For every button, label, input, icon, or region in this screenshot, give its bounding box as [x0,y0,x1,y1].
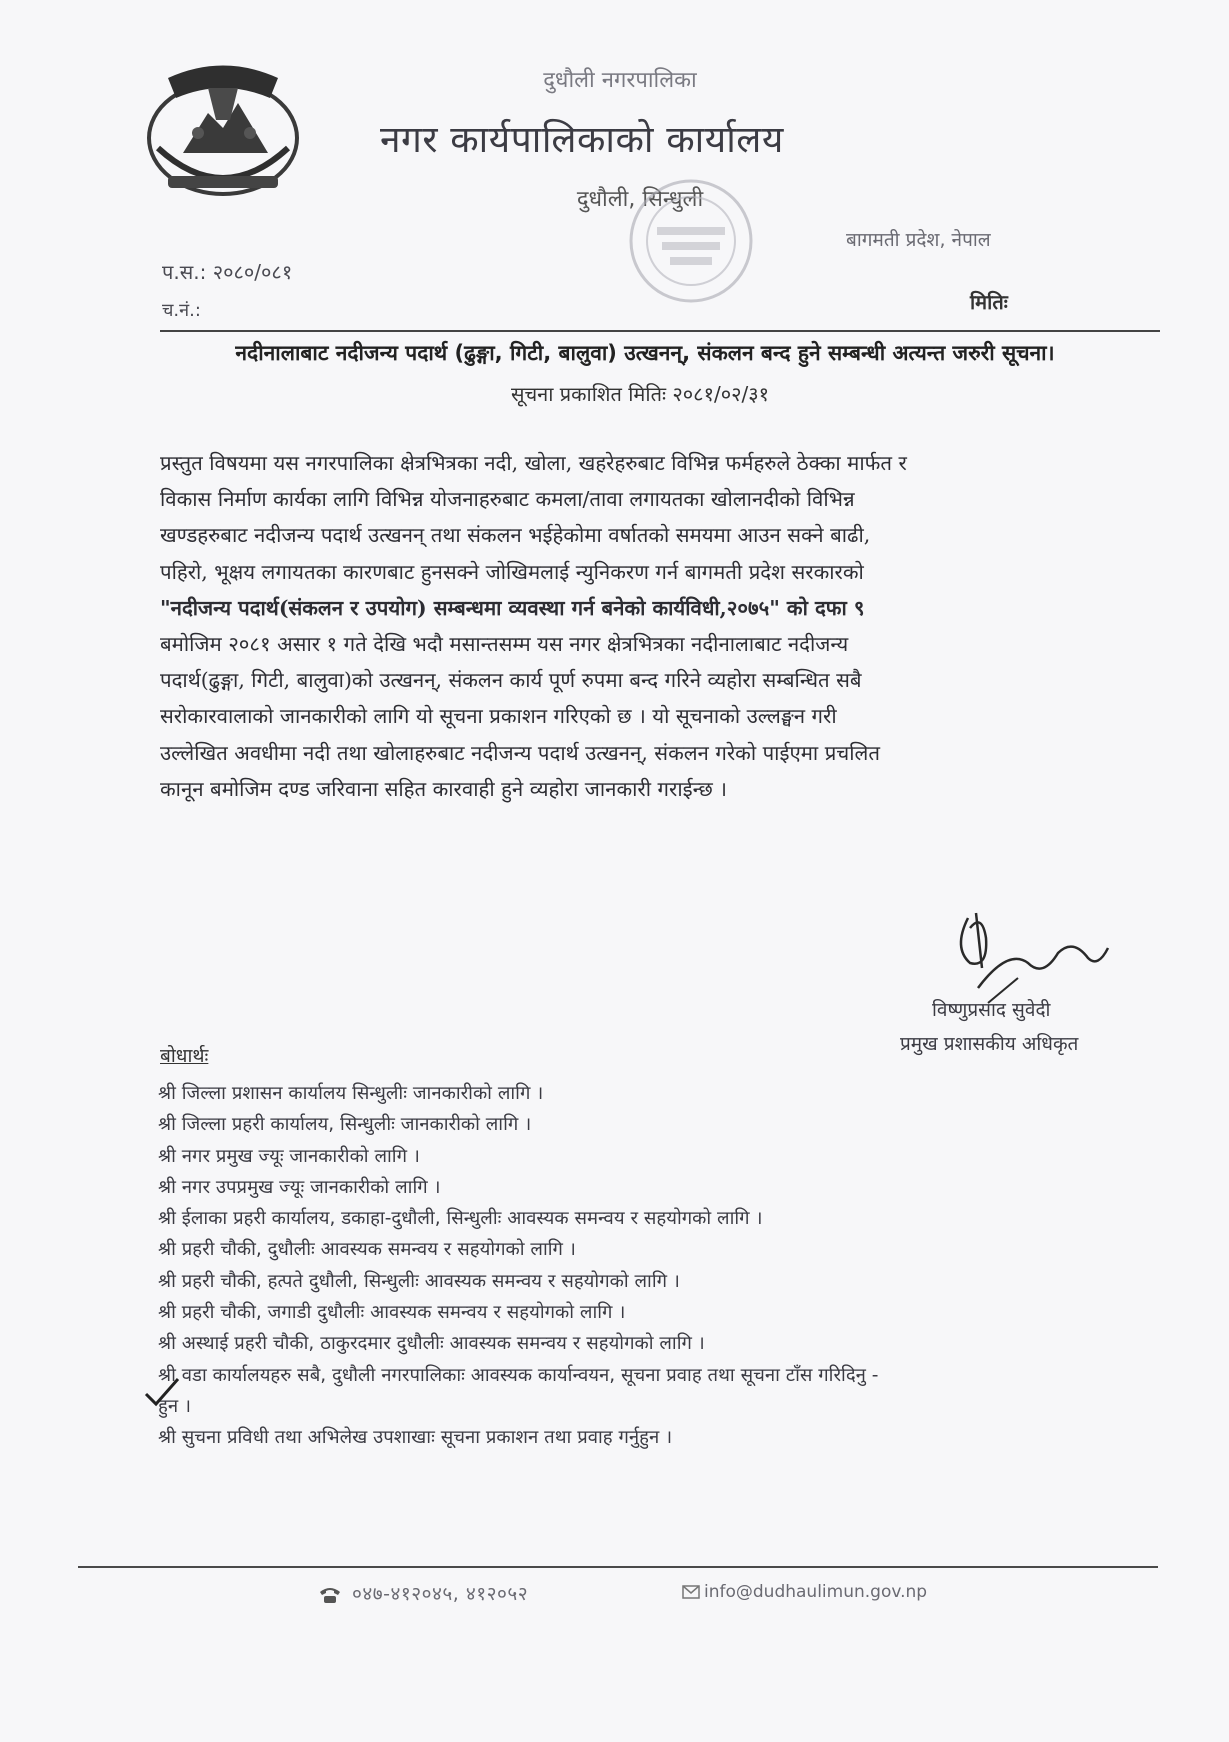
signature-mark [948,908,1118,1008]
reference-number: प.स.: २०८०/०८१ [162,260,293,284]
cc-list [158,1078,1168,1454]
body-line: प्रस्तुत विषयमा यस नगरपालिका क्षेत्रभित्रका नदी, खोला, खहरेहरुबाट विभिन्न फर्महरुले ठेक्का मार्फत र [160,451,907,475]
footer-email [682,1582,927,1602]
footer-divider [78,1566,1158,1568]
cc-item: श्री जिल्ला प्रहरी कार्यालय, सिन्धुलीः जानकारीको लागि । [158,1114,532,1136]
signatory-title: प्रमुख प्रशासकीय अधिकृत [900,1033,1079,1055]
cc-item: श्री नगर उपप्रमुख ज्यूः जानकारीको लागि । [158,1176,441,1198]
office-stamp-icon [622,172,760,310]
telephone-icon [318,1586,342,1604]
header-divider [160,330,1160,332]
body-line: कानून बमोजिम दण्ड जरिवाना सहित कारवाही हुने व्यहोरा जानकारी गराईन्छ । [160,776,727,801]
phone-number: ०४७-४१२०४५, ४१२०५२ [352,1583,529,1605]
body-line: सरोकारवालाको जानकारीको लागि यो सूचना प्रकाशन गरिएको छ । यो सूचनाको उल्लङ्घन गरी [160,704,837,729]
body-line: पदार्थ(ढुङ्गा, गिटी, बालुवा)को उत्खनन्, संकलन कार्य पूर्ण रुपमा बन्द गरिने व्यहोरा सम्बन्धित सबै [160,668,862,693]
body-line: उल्लेखित अवधीमा नदी तथा खोलाहरुबाट नदीजन्य पदार्थ उत्खनन्, संकलन गरेको पाईएमा प्रचलित [160,740,880,765]
cc-item: श्री नगर प्रमुख ज्यूः जानकारीको लागि । [158,1145,420,1167]
office-title: नगर कार्यपालिकाको कार्यालय [380,118,784,161]
province-text: बागमती प्रदेश, नेपाल [846,229,991,251]
check-mark-icon [142,1376,182,1408]
dispatch-number: च.नं.: [162,300,201,321]
cc-item: श्री ईलाका प्रहरी कार्यालय, डकाहा-दुधौली, सिन्धुलीः आवस्यक समन्वय र सहयोगको लागि । [158,1208,763,1230]
published-date: सूचना प्रकाशित मितिः २०८१/०२/३१ [510,382,770,406]
nepal-emblem-icon [138,58,308,206]
cc-heading: बोधार्थः [160,1045,209,1067]
cc-item: श्री प्रहरी चौकी, हत्पते दुधौली, सिन्धुलीः आवस्यक समन्वय र सहयोगको लागि । [158,1270,680,1292]
notice-body [160,445,1165,807]
cc-item: श्री अस्थाई प्रहरी चौकी, ठाकुरदमार दुधौलीः आवस्यक समन्वय र सहयोगको लागि । [158,1333,705,1355]
municipality-name: दुधौली नगरपालिका [543,68,697,93]
body-line: "नदीजन्य पदार्थ(संकलन र उपयोग) सम्बन्धमा व्यवस्था गर्न बनेको कार्यविधी,२०७५" को दफा ९ [160,595,865,620]
body-line: विकास निर्माण कार्यका लागि विभिन्न योजनाहरुबाट कमला/तावा लगायतका खोलानदीको विभिन्न [160,487,855,512]
footer-phone [318,1580,528,1606]
signatory-name: विष्णुप्रसाद सुवेदी [932,999,1051,1021]
cc-item: श्री प्रहरी चौकी, दुधौलीः आवस्यक समन्वय र सहयोगको लागि । [158,1239,576,1261]
body-line: खण्डहरुबाट नदीजन्य पदार्थ उत्खनन् तथा संकलन भईहेकोमा वर्षातको समयमा आउन सक्ने बाढी, [160,523,871,548]
date-label: मितिः [970,290,1008,314]
cc-item: श्री प्रहरी चौकी, जगाडी दुधौलीः आवस्यक समन्वय र सहयोगको लागि । [158,1302,626,1324]
cc-item: श्री जिल्ला प्रशासन कार्यालय सिन्धुलीः जानकारीको लागि । [158,1083,544,1104]
email-icon [682,1585,700,1599]
cc-item: श्री सुचना प्रविधी तथा अभिलेख उपशाखाः सूचना प्रकाशन तथा प्रवाह गर्नुहुन । [158,1427,673,1449]
cc-item: हुन । [158,1395,191,1417]
body-line: बमोजिम २०८१ असार १ गते देखि भदौ मसान्तसम्म यस नगर क्षेत्रभित्रका नदीनालाबाट नदीजन्य [160,632,849,657]
email-address[interactable]: info@dudhaulimun.gov.np [704,1582,928,1602]
cc-item: श्री वडा कार्यालयहरु सबै, दुधौली नगरपालिकाः आवस्यक कार्यान्वयन, सूचना प्रवाह तथा सूचना टाँस गरिदिनु - [158,1364,879,1386]
body-line: पहिरो, भूक्षय लगायतका कारणबाट हुनसक्ने जोखिमलाई न्युनिकरण गर्न बागमती प्रदेश सरकारको [160,559,864,584]
notice-subject: नदीनालाबाट नदीजन्य पदार्थ (ढुङ्गा, गिटी, बालुवा) उत्खनन्, संकलन बन्द हुने सम्बन्धी अत्यन्त जरुरी सूचना। [235,341,1055,365]
office-address: दुधौली, सिन्धुली [576,187,704,212]
